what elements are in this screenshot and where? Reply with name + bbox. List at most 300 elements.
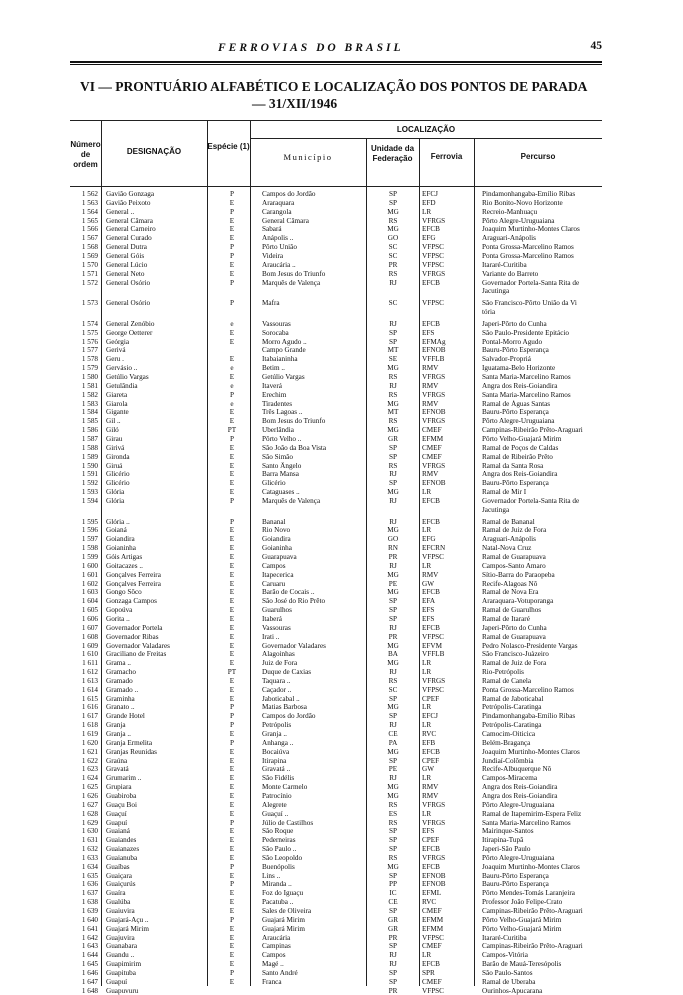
row-municipality: Granja .. — [262, 730, 287, 738]
row-designation: Gongo Sôco — [106, 588, 142, 597]
row-species: P — [230, 880, 234, 889]
table-row — [70, 199, 602, 207]
row-route: Araguari-Anápolis — [482, 234, 536, 243]
table-row — [70, 836, 602, 844]
row-railway: VFRGS — [422, 461, 446, 470]
row-route: São Paulo-Santos — [482, 968, 533, 977]
row-designation: Girau — [106, 434, 123, 443]
row-municipality: São João da Boa Vista — [262, 443, 327, 452]
row-route: São Francisco-Juàzeiro — [482, 650, 549, 659]
row-number: 1 628 — [81, 809, 98, 818]
row-designation: General Osório — [106, 299, 151, 308]
row-state: PR — [388, 260, 398, 269]
row-number: 1 581 — [81, 381, 98, 390]
row-municipality: Bocaiúva — [262, 747, 290, 756]
row-designation: General Góis — [106, 251, 145, 260]
row-designation: General .. — [106, 207, 135, 216]
row-number: 1 634 — [81, 862, 98, 871]
row-state: RJ — [389, 319, 397, 328]
row-species: E — [229, 216, 235, 225]
row-state: PE — [388, 579, 398, 588]
row-municipality: Bom Jesus do Triunfo — [262, 417, 326, 426]
row-number: 1 598 — [81, 544, 98, 553]
row-species: E — [229, 942, 235, 951]
row-municipality: Campos do Jordão — [262, 712, 316, 721]
row-route: São Francisco-Pôrto União da Vi — [482, 299, 577, 308]
row-municipality: Marquês de Valença — [262, 278, 321, 287]
row-designation: Gramacho — [106, 668, 136, 677]
row-number: 1 612 — [81, 668, 98, 677]
row-number: 1 614 — [81, 685, 98, 694]
row-species: E — [229, 570, 235, 579]
row-number: 1 619 — [81, 730, 98, 738]
row-designation: Goiandira — [106, 535, 135, 544]
row-species: E — [229, 907, 235, 915]
row-state: MG — [387, 207, 399, 216]
row-species: P — [230, 915, 234, 924]
journal-title: FERROVIAS DO BRASIL — [218, 42, 404, 54]
row-state: RS — [388, 390, 398, 399]
row-number: 1 647 — [81, 977, 98, 986]
table-row — [70, 329, 602, 337]
row-designation: Giareta — [106, 390, 128, 399]
table-row — [70, 703, 602, 711]
row-number: 1 648 — [81, 986, 98, 995]
row-state: GR — [388, 915, 398, 924]
row-species: E — [229, 730, 235, 738]
row-designation: Giruá — [106, 461, 123, 470]
row-species: E — [229, 198, 235, 207]
row-designation: Gonçalves Ferreira — [106, 579, 161, 588]
row-railway: SPR — [422, 968, 435, 977]
localizacao-rule — [250, 138, 602, 139]
row-number: 1 580 — [81, 373, 98, 381]
row-number: 1 640 — [81, 915, 98, 924]
row-designation: Granja .. — [106, 730, 131, 738]
row-designation: George Oetterer — [106, 328, 153, 337]
row-railway: LR — [422, 526, 432, 535]
row-municipality: Jaboticabal .. — [262, 694, 300, 703]
row-railway: VFPSC — [422, 632, 444, 641]
table-row — [70, 497, 602, 505]
row-state: GO — [387, 535, 399, 544]
table-row — [70, 774, 602, 782]
row-route: Bauru-Pôrto Esperança — [482, 346, 549, 355]
table-row — [70, 382, 602, 390]
row-route: Araguari-Anápolis — [482, 535, 536, 544]
row-municipality: Santo André — [262, 968, 298, 977]
row-municipality: Petrópolis — [262, 721, 292, 730]
row-railway: EFVM — [422, 641, 442, 650]
row-state: GR — [388, 434, 398, 443]
row-species: E — [229, 623, 235, 632]
row-number: 1 583 — [81, 399, 98, 408]
row-railway: RMV — [422, 791, 439, 800]
row-species: E — [229, 479, 235, 488]
row-municipality: Bananal — [262, 517, 286, 526]
row-designation: Guapuí — [106, 977, 128, 986]
row-railway: EFCJ — [422, 190, 438, 198]
row-route: Iguatama-Belo Horizonte — [482, 364, 556, 373]
row-state: SC — [388, 243, 398, 252]
row-designation: Grumarim .. — [106, 774, 142, 783]
row-route: Ramal de Poços de Caldas — [482, 443, 559, 452]
table-row — [70, 346, 602, 354]
row-designation: Geórgia — [106, 337, 130, 346]
row-species: P — [230, 190, 234, 198]
row-species: E — [229, 461, 235, 470]
row-railway: EFCB — [422, 319, 440, 328]
header-rule-thin — [70, 64, 602, 65]
row-state: MG — [387, 783, 399, 792]
row-municipality: Araucária — [262, 933, 291, 942]
row-designation: Gramado — [106, 676, 133, 685]
row-number: 1 576 — [81, 337, 98, 346]
row-state: RJ — [389, 623, 397, 632]
row-railway: RMV — [422, 381, 439, 390]
table-row — [70, 907, 602, 915]
row-municipality: Guarulhos — [262, 606, 292, 615]
col-header-numero: Número de ordem — [70, 140, 101, 169]
row-number: 1 587 — [81, 434, 98, 443]
row-designation: Girivá — [106, 443, 125, 452]
row-railway: LR — [422, 207, 432, 216]
row-designation: Grama .. — [106, 659, 131, 668]
row-number: 1 572 — [81, 278, 98, 287]
row-designation: Guaíra — [106, 889, 126, 898]
row-state: MG — [387, 488, 399, 497]
table-row — [70, 320, 602, 328]
row-species: E — [229, 561, 235, 570]
row-state: SP — [389, 907, 397, 915]
row-number: 1 626 — [81, 791, 98, 800]
row-number: 1 596 — [81, 526, 98, 535]
row-number: 1 582 — [81, 390, 98, 399]
row-species: e — [230, 399, 234, 408]
row-municipality: Caçador .. — [262, 685, 292, 694]
row-species: E — [229, 588, 235, 597]
row-railway: CPEF — [422, 836, 440, 845]
row-species: E — [229, 606, 235, 615]
row-railway: EFNOB — [422, 479, 446, 488]
row-route: Mairinque-Santos — [482, 827, 534, 836]
col-header-percurso: Percurso — [520, 152, 556, 161]
row-number: 1 577 — [81, 346, 98, 355]
row-number: 1 609 — [81, 641, 98, 650]
row-state: RS — [388, 800, 398, 809]
row-species: E — [229, 765, 235, 774]
row-state: SP — [389, 614, 397, 623]
row-route: Governador Portela-Santa Rita de — [482, 278, 580, 287]
row-number: 1 589 — [81, 452, 98, 461]
row-railway: EFNOB — [422, 408, 446, 417]
row-municipality: Bom Jesus do Triunfo — [262, 269, 326, 278]
row-state: RJ — [389, 774, 397, 783]
row-municipality: Getúlio Vargas — [262, 373, 305, 381]
row-number: 1 625 — [81, 783, 98, 792]
table-row — [70, 190, 602, 198]
table-row — [70, 338, 602, 346]
row-number: 1 591 — [81, 470, 98, 479]
row-species: E — [229, 535, 235, 544]
row-state: SP — [389, 190, 397, 198]
table-row — [70, 270, 602, 278]
row-number: 1 603 — [81, 588, 98, 597]
row-railway: EFCB — [422, 623, 440, 632]
table-row — [70, 506, 602, 514]
row-designation: General Dutra — [106, 243, 147, 252]
table-row — [70, 462, 602, 470]
row-route: Ponta Grossa-Marcelino Ramos — [482, 243, 574, 252]
col-header-designacao: DESIGNAÇÃO — [126, 147, 182, 156]
row-route: Pôrto Alegre-Uruguaiana — [482, 853, 555, 862]
row-municipality: Guaçuí .. — [262, 809, 289, 818]
row-designation: Gonzaga Campos — [106, 597, 157, 606]
table-row — [70, 544, 602, 552]
row-species: P — [230, 721, 234, 730]
row-state: GR — [388, 924, 398, 933]
col-header-ferrovia: Ferrovia — [430, 152, 463, 161]
row-municipality: Araraquara — [262, 198, 295, 207]
row-route: Ramal de Canela — [482, 676, 532, 685]
row-route: Santa Maria-Marcelino Ramos — [482, 390, 571, 399]
row-railway: CMEF — [422, 977, 442, 986]
row-species: E — [229, 898, 235, 907]
row-state: SE — [388, 355, 398, 364]
row-railway: EFG — [422, 535, 436, 544]
row-municipality: Sorocaba — [262, 328, 289, 337]
row-species: E — [229, 260, 235, 269]
row-state: SP — [389, 452, 397, 461]
table-row — [70, 588, 602, 596]
table-row — [70, 827, 602, 835]
row-number: 1 644 — [81, 951, 98, 960]
row-state: MG — [387, 225, 399, 234]
row-route: Jacutinga — [482, 505, 510, 514]
table-row — [70, 739, 602, 747]
row-number: 1 562 — [81, 190, 98, 198]
row-species: E — [229, 544, 235, 553]
row-municipality: Mafra — [262, 299, 280, 308]
row-species: E — [229, 641, 235, 650]
row-municipality: Campos do Jordão — [262, 190, 316, 198]
table-header-rule — [70, 186, 602, 187]
row-state: RJ — [389, 561, 397, 570]
row-state: MG — [387, 526, 399, 535]
row-species: E — [229, 809, 235, 818]
row-route: Santa Maria-Marcelino Ramos — [482, 818, 571, 827]
row-route: Ramal de Ribeirão Prêto — [482, 452, 553, 461]
row-designation: Guaçuí — [106, 809, 127, 818]
table-row — [70, 615, 602, 623]
row-route: Japeri-Pôrto do Cunha — [482, 319, 547, 328]
row-route: tória — [482, 308, 496, 317]
table-row — [70, 898, 602, 906]
row-route: Ramal de Itararé — [482, 614, 530, 623]
row-designation: Gironda — [106, 452, 130, 461]
row-route: Salvador-Propriá — [482, 355, 531, 364]
row-route: Pedro Nolasco-Presidente Vargas — [482, 641, 578, 650]
row-species: E — [229, 526, 235, 535]
row-municipality: Irati .. — [262, 632, 280, 641]
row-state: MG — [387, 862, 399, 871]
row-designation: Glicério — [106, 470, 130, 479]
row-municipality: Carangola — [262, 207, 292, 216]
row-species: P — [230, 496, 234, 505]
row-municipality: Tiradentes — [262, 399, 293, 408]
table-row — [70, 819, 602, 827]
row-municipality: Gravatá .. — [262, 765, 291, 774]
row-railway: VFRGS — [422, 373, 446, 381]
row-railway: EFS — [422, 614, 435, 623]
row-number: 1 607 — [81, 623, 98, 632]
table-row — [70, 308, 602, 316]
row-number: 1 636 — [81, 880, 98, 889]
row-railway: CPEF — [422, 694, 440, 703]
row-species: E — [229, 783, 235, 792]
row-railway: EFMAg — [422, 337, 446, 346]
row-municipality: Juiz de Fora — [262, 659, 298, 668]
row-number: 1 573 — [81, 299, 98, 308]
row-species: E — [229, 756, 235, 765]
row-species: E — [229, 845, 235, 854]
row-municipality: Goianinha — [262, 544, 292, 553]
row-designation: Gopoúva — [106, 606, 133, 615]
row-state: SP — [389, 479, 397, 488]
row-municipality: Guajará Mirim — [262, 915, 305, 924]
row-designation: Guapuí — [106, 818, 128, 827]
row-designation: Guaianá — [106, 827, 130, 836]
row-number: 1 611 — [82, 659, 98, 668]
row-municipality: Governador Valadares — [262, 641, 326, 650]
table-row — [70, 960, 602, 968]
row-route: Pôrto Mendes-Tomás Laranjeira — [482, 889, 575, 898]
table-row — [70, 391, 602, 399]
table-row — [70, 872, 602, 880]
table-row — [70, 792, 602, 800]
row-route: Japeri-Pôrto do Cunha — [482, 623, 547, 632]
row-route: Joaquim Murtinho-Montes Claros — [482, 747, 580, 756]
row-number: 1 610 — [81, 650, 98, 659]
row-species: E — [229, 791, 235, 800]
row-route: Ramal da Santa Rosa — [482, 461, 544, 470]
row-railway: EFCB — [422, 960, 440, 969]
row-designation: Glicério — [106, 479, 130, 488]
row-route: Pôrto Alegre-Uruguaiana — [482, 417, 555, 426]
table-row — [70, 562, 602, 570]
row-species: E — [229, 800, 235, 809]
table-top-rule — [70, 120, 602, 121]
row-designation: Guapituba — [106, 968, 136, 977]
row-route: Joaquim Murtinho-Montes Claros — [482, 225, 580, 234]
row-state: RJ — [389, 960, 397, 969]
row-state: RS — [388, 269, 398, 278]
row-state: SP — [389, 836, 397, 845]
row-municipality: Santo Ângelo — [262, 461, 302, 470]
row-route: Ramal de Uberaba — [482, 977, 536, 986]
row-state: MG — [387, 588, 399, 597]
row-number: 1 601 — [81, 570, 98, 579]
row-species: P — [230, 278, 234, 287]
row-state: PP — [389, 880, 397, 889]
row-species: P — [230, 818, 234, 827]
row-route: Pindamonhangaba-Emílio Ribas — [482, 712, 576, 721]
row-railway: CMEF — [422, 942, 442, 951]
table-row — [70, 951, 602, 959]
row-number: 1 565 — [81, 216, 98, 225]
row-municipality: Itapecerica — [262, 570, 294, 579]
row-route: Recife-Albuquerque Nô — [482, 765, 552, 774]
row-railway: EFCB — [422, 225, 440, 234]
row-municipality: São Leopoldo — [262, 853, 303, 862]
row-number: 1 564 — [81, 207, 98, 216]
row-number: 1 566 — [81, 225, 98, 234]
row-route: Belém-Bragança — [482, 738, 531, 747]
row-route: São Paulo-Presidente Epitácio — [482, 328, 570, 337]
row-species: P — [230, 703, 234, 712]
row-designation: Guaiçurús — [106, 880, 136, 889]
row-municipality: Glicério — [262, 479, 286, 488]
row-municipality: Anápolis .. — [262, 234, 294, 243]
row-species: e — [230, 319, 234, 328]
row-route: Campinas-Ribeirão Prêto-Araguari — [482, 907, 583, 915]
row-designation: Gigante — [106, 408, 129, 417]
row-municipality: Buenópolis — [262, 862, 295, 871]
row-state: RJ — [389, 668, 397, 677]
row-railway: EFMM — [422, 915, 444, 924]
row-designation: Guanabara — [106, 942, 138, 951]
row-designation: Gualúba — [106, 898, 131, 907]
row-municipality: São Roque — [262, 827, 294, 836]
row-species: E — [229, 774, 235, 783]
row-designation: Glória — [106, 496, 125, 505]
row-number: 1 608 — [81, 632, 98, 641]
row-route: Campos-Miracema — [482, 774, 538, 783]
row-number: 1 579 — [81, 364, 98, 373]
row-designation: Guaianazes — [106, 845, 140, 854]
table-row — [70, 668, 602, 676]
row-designation: Guajará-Açu .. — [106, 915, 149, 924]
row-designation: Getúlio Vargas — [106, 373, 149, 381]
row-species: E — [229, 443, 235, 452]
row-state: MG — [387, 791, 399, 800]
row-species: P — [230, 862, 234, 871]
table-row — [70, 252, 602, 260]
row-designation: Granja — [106, 721, 126, 730]
row-designation: Governador Portela — [106, 623, 163, 632]
table-row — [70, 373, 602, 381]
row-route: Bauru-Pôrto Esperança — [482, 479, 549, 488]
row-railway: VFRGS — [422, 269, 446, 278]
row-route: Ramal de Juiz de Fora — [482, 526, 547, 535]
row-state: MG — [387, 747, 399, 756]
table-row — [70, 978, 602, 986]
row-designation: General Osório — [106, 278, 151, 287]
row-state: SP — [389, 694, 397, 703]
row-number: 1 624 — [81, 774, 98, 783]
row-railway: EFCB — [422, 278, 440, 287]
row-railway: LR — [422, 561, 432, 570]
row-state: RJ — [389, 470, 397, 479]
row-municipality: Campo Grande — [262, 346, 306, 355]
table-row — [70, 408, 602, 416]
table-row — [70, 426, 602, 434]
row-route: Angra dos Reis-Goiandira — [482, 791, 558, 800]
row-route: Variante do Barreto — [482, 269, 539, 278]
row-railway: EFCB — [422, 517, 440, 526]
row-route: Camocim-Oiticica — [482, 730, 536, 738]
row-designation: Gavião Gonzaga — [106, 190, 155, 198]
